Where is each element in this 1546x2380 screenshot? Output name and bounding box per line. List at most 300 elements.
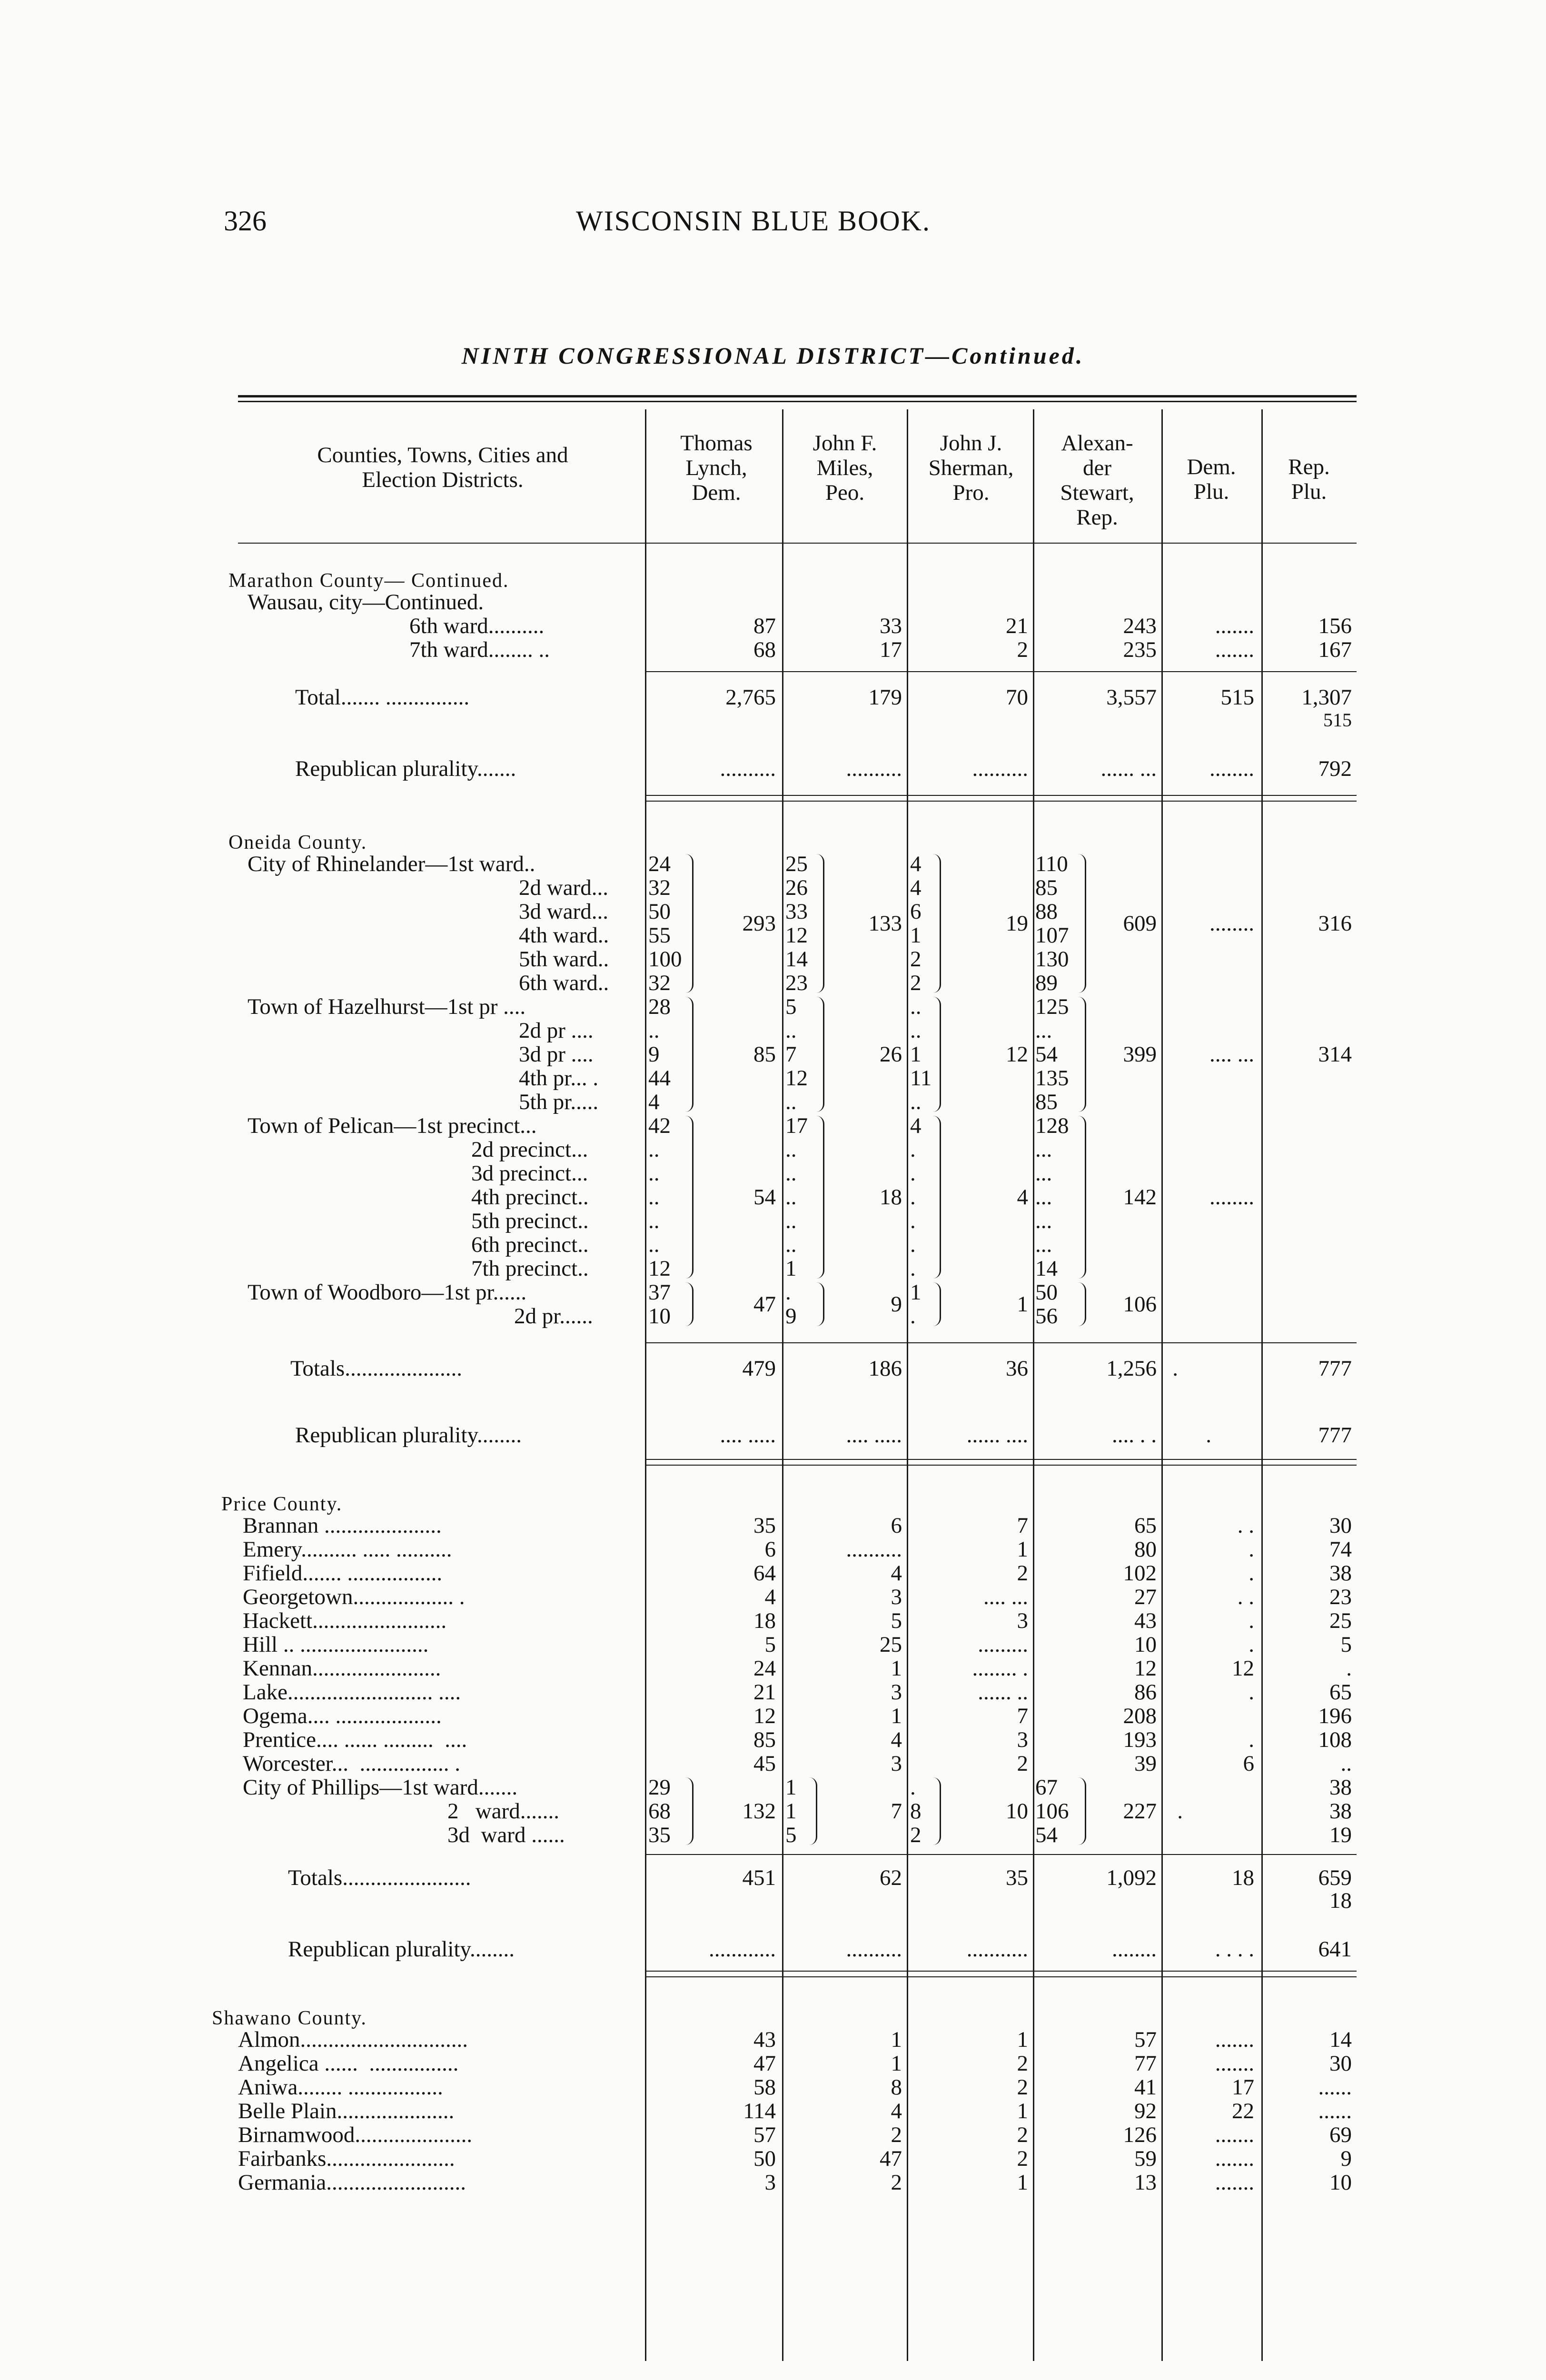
ward-stewart: 54: [1035, 1823, 1058, 1847]
section-rule: [645, 801, 1357, 802]
row-label: Georgetown.................. .: [243, 1585, 465, 1609]
section-rule: [645, 1465, 1357, 1466]
row-label: Fifield....... .................: [243, 1561, 443, 1586]
county-heading-price: Price County.: [221, 1493, 343, 1515]
section-rule: [645, 795, 1357, 796]
precinct-lynch: ..: [648, 1185, 660, 1210]
row-label: Birnamwood.....................: [238, 2122, 473, 2147]
sum-miles: 18: [880, 1185, 902, 1210]
county-heading-marathon: Marathon County— Continued.: [228, 570, 509, 592]
cell-dem: .: [1249, 1727, 1254, 1752]
table-row: [0, 1161, 1546, 1185]
subtotal-rule: [645, 1342, 1357, 1343]
cell-rep: .: [1346, 1656, 1352, 1681]
precinct-lynch: 12: [648, 1256, 671, 1281]
precinct-miles: ..: [785, 1209, 797, 1233]
precinct-miles: ..: [785, 1090, 797, 1114]
cell-miles: 2: [891, 2170, 902, 2195]
cell-sherman: 1: [1017, 1537, 1028, 1562]
cell-lynch: 85: [753, 1727, 776, 1752]
sum-rep: 314: [1318, 1042, 1352, 1067]
ward-miles: 1: [785, 1775, 797, 1800]
running-head: [0, 205, 1546, 243]
precinct-miles: 33: [785, 899, 808, 924]
cell-rep: 196: [1318, 1704, 1352, 1728]
cell-sherman: ...... ..: [978, 1680, 1028, 1705]
ward-sherman: 8: [910, 1799, 922, 1824]
subtotal-rule: [645, 671, 1357, 672]
precinct-miles: 7: [785, 1042, 797, 1067]
table-row: [0, 1680, 1546, 1704]
precinct-sherman: .: [910, 1209, 916, 1233]
table-row: [0, 995, 1546, 1019]
row-label: Town of Woodboro—1st pr......: [248, 1280, 527, 1305]
cell-lynch: 18: [753, 1608, 776, 1633]
row-label: Prentice.... ...... ......... ....: [243, 1727, 467, 1752]
row-label: City of Phillips—1st ward.......: [243, 1775, 518, 1800]
row-label: Germania.........................: [238, 2170, 466, 2195]
row-label: 3d ward...: [519, 899, 608, 924]
precinct-miles: 26: [785, 875, 808, 900]
precinct-stewart: 110: [1035, 852, 1068, 876]
cell-miles: 4: [891, 1727, 902, 1752]
table-top-rule-thin: [238, 401, 1357, 402]
row-label: Angelica ...... ................: [238, 2051, 459, 2076]
row-label: Hill .. .......................: [243, 1632, 429, 1657]
cell-sherman: ........ .: [972, 1656, 1028, 1681]
sum-lynch: 47: [753, 1292, 776, 1317]
cell-rep: 23: [1329, 1585, 1352, 1609]
precinct-sherman: .: [910, 1256, 916, 1281]
section-rule: [645, 1971, 1357, 1972]
row-label: Aniwa........ .................: [238, 2075, 443, 2100]
row-label: Almon..............................: [238, 2027, 468, 2052]
precinct-sherman: ..: [910, 1090, 922, 1114]
precinct-stewart: 135: [1035, 1066, 1069, 1091]
precinct-stewart: 130: [1035, 947, 1069, 972]
precinct-miles: 25: [785, 852, 808, 876]
cell-sherman: 1: [1017, 2099, 1028, 2123]
table-row: [0, 1514, 1546, 1537]
row-label: 3d ward ......: [447, 1823, 565, 1847]
row-label: 6th ward..: [519, 971, 609, 995]
cell-stewart: 13: [1134, 2170, 1157, 2195]
cell-stewart: 77: [1134, 2051, 1157, 2076]
cell-stewart: 10: [1134, 1632, 1157, 1657]
table-row: [0, 1257, 1546, 1280]
row-label: Ogema.... ...................: [243, 1704, 442, 1728]
cell-miles: 47: [880, 2146, 902, 2171]
cell-rep: 108: [1318, 1727, 1352, 1752]
precinct-sherman: 4: [910, 852, 922, 876]
sum-lynch: 132: [742, 1799, 776, 1824]
cell-miles: 2: [891, 2122, 902, 2147]
row-label: 6th precinct..: [471, 1232, 589, 1257]
sum-dem: ........: [1209, 1185, 1254, 1210]
precinct-stewart: 85: [1035, 1090, 1058, 1114]
header-rep-plu: Rep. Plu.: [1288, 455, 1330, 504]
table-row: [0, 1633, 1546, 1656]
table-row: [0, 2123, 1546, 2147]
cell-lynch: 3: [764, 2170, 776, 2195]
district-title: NINTH CONGRESSIONAL DISTRICT—Continued.: [461, 342, 1085, 369]
header-lynch: Thomas Lynch, Dem.: [680, 431, 753, 505]
section-rule: [645, 1976, 1357, 1977]
cell-lynch: 57: [753, 2122, 776, 2147]
cell-stewart: 102: [1123, 1561, 1157, 1586]
cell-sherman: 1: [1017, 2027, 1028, 2052]
precinct-sherman: .: [910, 1232, 916, 1257]
row-label: 2d pr ....: [519, 1018, 594, 1043]
cell-stewart: 59: [1134, 2146, 1157, 2171]
sum-sherman: 1: [1017, 1292, 1028, 1317]
table-row: [0, 1704, 1546, 1728]
header-dem-plu: Dem. Plu.: [1187, 455, 1236, 504]
row-label: 7th precinct..: [471, 1256, 589, 1281]
precinct-stewart: 54: [1035, 1042, 1058, 1067]
precinct-miles: ..: [785, 1185, 797, 1210]
row-label: Emery.......... ..... ..........: [243, 1537, 452, 1562]
cell-sherman: 2: [1017, 2122, 1028, 2147]
row-label: Worcester... ................ .: [243, 1751, 460, 1776]
precinct-miles: .: [785, 1280, 791, 1305]
precinct-sherman: 2: [910, 947, 922, 972]
precinct-stewart: ...: [1035, 1185, 1052, 1210]
cell-sherman: 3: [1017, 1727, 1028, 1752]
cell-sherman: .........: [978, 1632, 1028, 1657]
precinct-miles: 5: [785, 994, 797, 1019]
row-label: 4th ward..: [519, 923, 609, 948]
cell-sherman: 2: [1017, 1751, 1028, 1776]
table-row: [0, 1233, 1546, 1257]
sum-sherman: 10: [1006, 1799, 1028, 1824]
precinct-sherman: .: [910, 1304, 916, 1329]
cell-rep: 30: [1329, 2051, 1352, 2076]
table-row: [0, 1537, 1546, 1561]
cell-sherman: 2: [1017, 2146, 1028, 2171]
sum-lynch: 293: [742, 911, 776, 936]
precinct-sherman: .: [910, 1185, 916, 1210]
precinct-lynch: 24: [648, 852, 671, 876]
cell-dem: .......: [1215, 2146, 1254, 2171]
precinct-lynch: ..: [648, 1161, 660, 1186]
cell-lynch: 5: [764, 1632, 776, 1657]
cell-dem: 12: [1232, 1656, 1254, 1681]
precinct-lynch: ..: [648, 1209, 660, 1233]
row-label: 5th ward..: [519, 947, 609, 972]
precinct-miles: ..: [785, 1018, 797, 1043]
cell-sherman: 7: [1017, 1704, 1028, 1728]
total-row-sub: 515: [1323, 709, 1352, 731]
cell-rep: 38: [1329, 1799, 1352, 1824]
precinct-miles: ..: [785, 1232, 797, 1257]
cell-lynch: 24: [753, 1656, 776, 1681]
group-sum-row: [0, 1799, 1546, 1823]
table-row: [0, 1656, 1546, 1680]
ward-miles: 5: [785, 1823, 797, 1847]
ward-stewart: 67: [1035, 1775, 1058, 1800]
cell-dem: .: [1249, 1561, 1254, 1586]
precinct-lynch: 32: [648, 875, 671, 900]
sum-sherman: 19: [1006, 911, 1028, 936]
precinct-lynch: ..: [648, 1018, 660, 1043]
table-row: [0, 1728, 1546, 1752]
table-row: [0, 2075, 1546, 2099]
table-row: 7th ward........ .. 68 17 2 235 ....... 167: [409, 637, 1352, 662]
cell-miles: 1: [891, 2027, 902, 2052]
group-sum-row: [0, 1185, 1546, 1209]
table-row: [0, 1019, 1546, 1042]
table-row: [0, 1114, 1546, 1138]
total-row: Total....... ............... 2,765 179 70 3,557 515 1,307: [295, 685, 1352, 710]
sum-stewart: 106: [1123, 1292, 1157, 1317]
plurality-row: Republican plurality....... .......... .......... .......... ...... ... ........ 792: [295, 756, 1352, 781]
cell-miles: 1: [891, 1704, 902, 1728]
table-row: [0, 1090, 1546, 1114]
cell-miles: 3: [891, 1751, 902, 1776]
precinct-miles: 14: [785, 947, 808, 972]
precinct-lynch: 55: [648, 923, 671, 948]
group-sum-row: [0, 1042, 1546, 1066]
table-row: [0, 1823, 1546, 1847]
table-row: [0, 1775, 1546, 1799]
precinct-stewart: ...: [1035, 1232, 1052, 1257]
precinct-miles: 23: [785, 971, 808, 995]
row-label: 5th pr.....: [519, 1090, 599, 1114]
table-row: [0, 1585, 1546, 1609]
cell-miles: 4: [891, 1561, 902, 1586]
book-title: WISCONSIN BLUE BOOK.: [576, 205, 931, 237]
precinct-sherman: ..: [910, 1018, 922, 1043]
table-row: [0, 1561, 1546, 1585]
precinct-sherman: 1: [910, 1280, 922, 1305]
cell-lynch: 21: [753, 1680, 776, 1705]
row-label: 2d precinct...: [471, 1137, 588, 1162]
table-row: [0, 947, 1546, 971]
cell-sherman: 2: [1017, 2051, 1028, 2076]
total-row-sub: 18: [1329, 1888, 1352, 1913]
precinct-lynch: 28: [648, 994, 671, 1019]
row-label: City of Rhinelander—1st ward..: [248, 852, 535, 876]
sum-stewart: 609: [1123, 911, 1157, 936]
cell-miles: ..........: [846, 1537, 902, 1562]
ward-sherman: 2: [910, 1823, 922, 1847]
cell-dem: .: [1249, 1608, 1254, 1633]
cell-stewart: 12: [1134, 1656, 1157, 1681]
cell-lynch: 4: [764, 1585, 776, 1609]
cell-stewart: 27: [1134, 1585, 1157, 1609]
precinct-sherman: 6: [910, 899, 922, 924]
cell-dem: 22: [1232, 2099, 1254, 2123]
sum-stewart: 227: [1123, 1799, 1157, 1824]
header-bottom-rule: [238, 543, 1357, 544]
row-label: Belle Plain.....................: [238, 2099, 455, 2123]
ward-lynch: 68: [648, 1799, 671, 1824]
row-label: 4th pr... .: [519, 1066, 599, 1091]
county-heading-shawano: Shawano County.: [212, 2007, 367, 2029]
sum-miles: 26: [880, 1042, 902, 1067]
cell-rep: 25: [1329, 1608, 1352, 1633]
precinct-lynch: ..: [648, 1137, 660, 1162]
cell-miles: 6: [891, 1513, 902, 1538]
table-row: [0, 2099, 1546, 2123]
cell-miles: 1: [891, 1656, 902, 1681]
cell-dem: 6: [1243, 1751, 1254, 1776]
section-rule: [645, 1459, 1357, 1460]
cell-rep: ......: [1318, 2099, 1352, 2123]
cell-rep: 9: [1340, 2146, 1352, 2171]
table-row: [0, 2052, 1546, 2075]
row-label: 3d precinct...: [471, 1161, 588, 1186]
cell-rep: 19: [1329, 1823, 1352, 1847]
precinct-sherman: 4: [910, 875, 922, 900]
cell-rep: ......: [1318, 2075, 1352, 2100]
total-row: Totals..................... 479 186 36 1,256 . 777: [290, 1356, 1352, 1381]
header-stewart: Alexan- der Stewart, Rep.: [1060, 431, 1134, 530]
precinct-stewart: 128: [1035, 1113, 1069, 1138]
ward-lynch: 35: [648, 1823, 671, 1847]
cell-miles: 1: [891, 2051, 902, 2076]
sum-stewart: 399: [1123, 1042, 1157, 1067]
sum-stewart: 142: [1123, 1185, 1157, 1210]
precinct-miles: 12: [785, 923, 808, 948]
cell-dem: .: [1249, 1632, 1254, 1657]
cell-lynch: 35: [753, 1513, 776, 1538]
ward-miles: 1: [785, 1799, 797, 1824]
precinct-stewart: 89: [1035, 971, 1058, 995]
ward-stewart: 106: [1035, 1799, 1069, 1824]
row-label: 2d ward...: [519, 875, 608, 900]
sum-miles: 7: [891, 1799, 902, 1824]
precinct-miles: 9: [785, 1304, 797, 1329]
cell-lynch: 43: [753, 2027, 776, 2052]
cell-dem: . .: [1237, 1585, 1254, 1609]
sum-dem: .... ...: [1209, 1042, 1254, 1067]
precinct-lynch: 32: [648, 971, 671, 995]
cell-rep: ..: [1340, 1751, 1352, 1776]
cell-stewart: 80: [1134, 1537, 1157, 1562]
table-row: [0, 1609, 1546, 1633]
cell-lynch: 45: [753, 1751, 776, 1776]
sum-rep: 316: [1318, 911, 1352, 936]
county-heading-oneida: Oneida County.: [228, 832, 367, 853]
precinct-lynch: 100: [648, 947, 682, 972]
table-row: [0, 852, 1546, 876]
row-label: 2d pr......: [514, 1304, 593, 1329]
table-row: [0, 2171, 1546, 2194]
total-row: Totals....................... 451 62 35 1,092 18 659: [288, 1865, 1352, 1890]
cell-stewart: 193: [1123, 1727, 1157, 1752]
cell-stewart: 39: [1134, 1751, 1157, 1776]
cell-sherman: 7: [1017, 1513, 1028, 1538]
cell-dem: .: [1249, 1680, 1254, 1705]
cell-lynch: 58: [753, 2075, 776, 2100]
row-label: Kennan.......................: [243, 1656, 441, 1681]
cell-stewart: 41: [1134, 2075, 1157, 2100]
cell-sherman: 2: [1017, 1561, 1028, 1586]
cell-dem: 17: [1232, 2075, 1254, 2100]
precinct-sherman: 1: [910, 923, 922, 948]
cell-rep: 10: [1329, 2170, 1352, 2195]
table-row: [0, 1066, 1546, 1090]
cell-rep: 38: [1329, 1775, 1352, 1800]
table-row: [0, 1752, 1546, 1775]
cell-lynch: 12: [753, 1704, 776, 1728]
cell-rep: 5: [1340, 1632, 1352, 1657]
table-row: [0, 1209, 1546, 1233]
precinct-stewart: ...: [1035, 1018, 1052, 1043]
precinct-stewart: 14: [1035, 1256, 1058, 1281]
sum-miles: 9: [891, 1292, 902, 1317]
cell-rep: 69: [1329, 2122, 1352, 2147]
row-label: Lake.......................... ....: [243, 1680, 461, 1705]
precinct-miles: 1: [785, 1256, 797, 1281]
ward-lynch: 29: [648, 1775, 671, 1800]
cell-rep: 30: [1329, 1513, 1352, 1538]
table-row: [0, 2147, 1546, 2171]
cell-miles: 25: [880, 1632, 902, 1657]
cell-stewart: 65: [1134, 1513, 1157, 1538]
header-miles: John F. Miles, Peo.: [813, 431, 877, 505]
cell-lynch: 50: [753, 2146, 776, 2171]
precinct-lynch: 37: [648, 1280, 671, 1305]
cell-stewart: 208: [1123, 1704, 1157, 1728]
sum-sherman: 4: [1017, 1185, 1028, 1210]
precinct-stewart: ...: [1035, 1209, 1052, 1233]
city-heading-wausau: Wausau, city—Continued.: [248, 590, 484, 615]
cell-stewart: 126: [1123, 2122, 1157, 2147]
table-row: [0, 2028, 1546, 2052]
row-label: 5th precinct..: [471, 1209, 589, 1233]
header-sherman: John J. Sherman, Pro.: [928, 431, 1014, 505]
cell-lynch: 64: [753, 1561, 776, 1586]
sum-lynch: 85: [753, 1042, 776, 1067]
precinct-sherman: .: [910, 1161, 916, 1186]
row-label: Town of Hazelhurst—1st pr ....: [248, 994, 526, 1019]
table-row: 6th ward.......... 87 33 21 243 ....... 156: [409, 614, 1352, 638]
precinct-lynch: 50: [648, 899, 671, 924]
header-districts: Counties, Towns, Cities and Election Districts.: [317, 443, 568, 492]
table-row: [0, 971, 1546, 995]
row-label: 4th precinct..: [471, 1185, 589, 1210]
group-sum-row: [0, 1292, 1546, 1316]
cell-rep: 38: [1329, 1561, 1352, 1586]
precinct-lynch: 42: [648, 1113, 671, 1138]
cell-dem: .......: [1215, 2051, 1254, 2076]
precinct-stewart: 125: [1035, 994, 1069, 1019]
table-row: [0, 1138, 1546, 1161]
subtotal-rule: [645, 1854, 1357, 1855]
plurality-row: Republican plurality........ .... ..... .... ..... ...... .... .... . . . 777: [295, 1423, 1352, 1448]
cell-lynch: 47: [753, 2051, 776, 2076]
precinct-stewart: 107: [1035, 923, 1069, 948]
precinct-miles: ..: [785, 1161, 797, 1186]
cell-rep: 14: [1329, 2027, 1352, 2052]
row-label: Town of Pelican—1st precinct...: [248, 1113, 537, 1138]
cell-stewart: 43: [1134, 1608, 1157, 1633]
precinct-lynch: ..: [648, 1232, 660, 1257]
sum-dem: .: [1177, 1799, 1183, 1824]
row-label: Brannan .....................: [243, 1513, 442, 1538]
cell-stewart: 86: [1134, 1680, 1157, 1705]
precinct-miles: ..: [785, 1137, 797, 1162]
precinct-lynch: 44: [648, 1066, 671, 1091]
precinct-sherman: 1: [910, 1042, 922, 1067]
plurality-row: Republican plurality........ ............ .......... ........... ........ . . . . 641: [288, 1937, 1352, 1962]
precinct-sherman: 4: [910, 1113, 922, 1138]
precinct-stewart: 85: [1035, 875, 1058, 900]
precinct-stewart: 56: [1035, 1304, 1058, 1329]
